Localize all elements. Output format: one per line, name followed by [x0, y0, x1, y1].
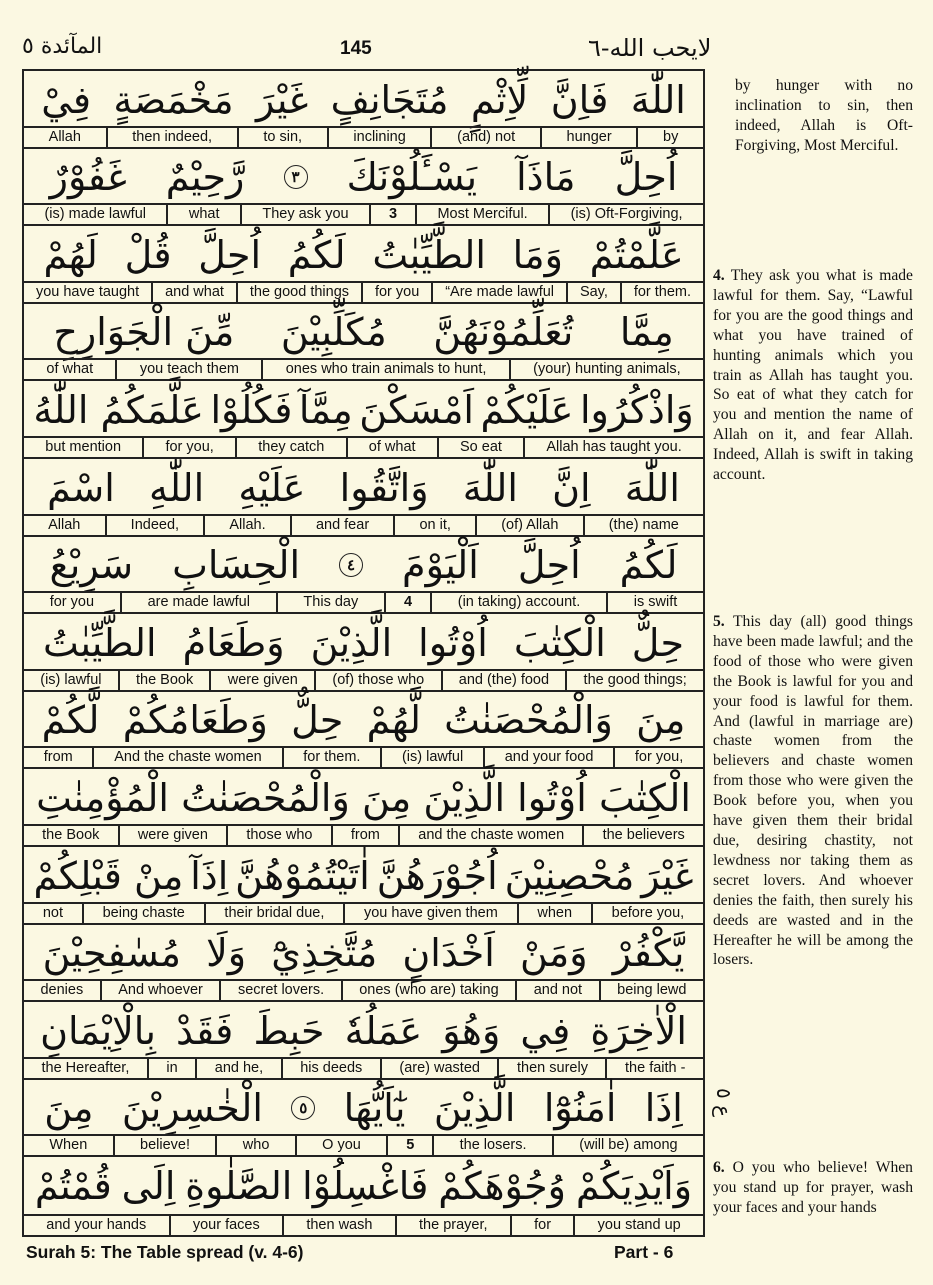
arabic-word: وَاَيْدِيَكُمْ — [575, 1163, 693, 1208]
english-gloss-cell: the Book — [118, 671, 210, 690]
arabic-word: اِنَّ — [552, 465, 591, 510]
arabic-word: عَلَيْكُمْ — [480, 387, 574, 432]
english-gloss-cell: for you, — [142, 438, 235, 457]
ayah-number-marker: ٤ — [339, 553, 363, 577]
english-gloss-cell: for — [510, 1216, 574, 1235]
english-gloss-cell: you teach them — [115, 360, 261, 379]
verse-row — [24, 1002, 703, 1080]
verse-number: 5. — [713, 613, 725, 630]
translation-paragraph — [713, 76, 913, 156]
arabic-word: غَيْرَ — [641, 853, 694, 898]
arabic-word: مَاذَآ — [516, 155, 576, 200]
english-gloss-cell: the good things; — [565, 671, 703, 690]
english-gloss-cell: not — [42, 904, 63, 921]
english-gloss-cell: before you, — [591, 904, 703, 923]
arabic-line — [24, 226, 703, 283]
english-gloss-cell: by — [636, 128, 703, 147]
verse-row — [24, 614, 703, 692]
arabic-word: وُجُوْهَكُمْ — [438, 1163, 567, 1208]
ayah-number-cell: 4 — [384, 593, 430, 612]
arabic-word: وَطَعَامُكُمْ — [122, 698, 268, 743]
english-gloss-cell: So eat — [437, 438, 523, 457]
footer-part: Part - 6 — [614, 1242, 674, 1262]
arabic-word: وَهُوَ — [442, 1008, 501, 1053]
arabic-word: اللّٰهَ — [630, 77, 686, 122]
english-gloss-cell: were given — [209, 671, 314, 690]
verse-row — [24, 459, 703, 537]
english-gloss-line — [24, 902, 703, 923]
english-gloss-cell: were given — [118, 826, 227, 845]
english-gloss-cell: and your hands — [46, 1216, 147, 1233]
arabic-word: لَكُمُ — [619, 543, 678, 588]
arabic-word: وَاذْكُرُوا — [579, 387, 694, 432]
english-gloss-cell: what — [166, 205, 240, 224]
translation-paragraph — [713, 1158, 913, 1218]
english-gloss-line — [24, 1214, 703, 1235]
english-gloss-cell: This day — [276, 593, 384, 612]
english-gloss-cell: and the chaste women — [398, 826, 582, 845]
english-gloss-cell: (and) not — [430, 128, 539, 147]
english-gloss-cell: the Book — [42, 826, 100, 843]
english-gloss-cell: When — [49, 1137, 88, 1154]
arabic-word: اٰمَنُوْٓا — [543, 1086, 617, 1131]
arabic-word: مِمَّا — [619, 310, 674, 355]
english-gloss-line — [24, 436, 703, 457]
arabic-word: وَاتَّقُوا — [339, 465, 429, 510]
arabic-word: قُلْ — [124, 232, 172, 277]
word-by-word-grid — [22, 69, 705, 1237]
english-gloss-cell: (of) those who — [314, 671, 440, 690]
english-gloss-cell: then indeed, — [106, 128, 237, 147]
arabic-line — [24, 847, 703, 904]
english-gloss-cell: and your food — [483, 748, 613, 767]
english-gloss-cell: on it, — [393, 516, 475, 535]
arabic-word: لَهُمْ — [43, 232, 98, 277]
english-gloss-cell: are made lawful — [120, 593, 276, 612]
english-gloss-cell: They ask you — [240, 205, 369, 224]
arabic-word: وَمَنْ — [519, 931, 588, 976]
english-gloss-cell: Indeed, — [105, 516, 204, 535]
translation-paragraph — [713, 612, 913, 970]
arabic-word: قُمْتُمْ — [34, 1163, 112, 1208]
translation-text: by hunger with no inclination to sin, then indeed, Allah is Oft-Forgiving, Most Merciful. — [735, 77, 913, 154]
english-gloss-cell: for them. — [282, 748, 381, 767]
arabic-word: وَمَا — [512, 232, 563, 277]
ruku-marker: ع ٥ — [712, 1088, 736, 1118]
english-gloss-cell: the believers — [582, 826, 703, 845]
english-gloss-cell: the good things — [236, 283, 361, 302]
english-gloss-cell: Allah — [48, 128, 81, 145]
english-gloss-cell: then surely — [497, 1059, 605, 1078]
arabic-line — [24, 692, 703, 749]
english-gloss-cell: the prayer, — [395, 1216, 510, 1235]
english-gloss-cell: those who — [226, 826, 331, 845]
arabic-word: عَلَّمَكُمُ اللّٰهُ — [33, 387, 204, 432]
english-gloss-cell: their bridal due, — [204, 904, 344, 923]
arabic-word: اَخْدَانٍ — [402, 931, 495, 976]
arabic-word: وَالْمُحْصَنٰتُ — [181, 775, 350, 820]
english-gloss-cell: (is) Oft-Forgiving, — [548, 205, 703, 224]
verse-row — [24, 149, 703, 227]
arabic-line — [24, 1002, 703, 1059]
arabic-word: مُسٰفِحِيْنَ — [42, 931, 182, 976]
verse-number: 4. — [713, 267, 725, 284]
surah-name-arabic: المآئدة ٥ — [22, 34, 103, 59]
english-gloss-cell: when — [517, 904, 591, 923]
arabic-word: الطَّيِّبٰتُ — [372, 232, 486, 277]
english-gloss-cell: of what — [346, 438, 437, 457]
english-gloss-cell: and (the) food — [441, 671, 566, 690]
english-gloss-line — [24, 979, 703, 1000]
english-gloss-cell: being chaste — [82, 904, 204, 923]
english-gloss-cell: (in taking) account. — [430, 593, 606, 612]
arabic-word: مِنَ — [44, 1086, 94, 1131]
arabic-line — [24, 304, 703, 361]
arabic-word: اِذَا — [644, 1086, 683, 1131]
arabic-word: تُعَلِّمُوْنَهُنَّ — [433, 310, 574, 355]
arabic-word: فَاغْسِلُوْا — [302, 1163, 429, 1208]
arabic-word: الَّذِيْنَ — [433, 1086, 516, 1131]
arabic-word: مَخْمَصَةٍ — [113, 77, 234, 122]
english-gloss-line — [24, 669, 703, 690]
arabic-word: فَقَدْ — [176, 1008, 234, 1053]
english-gloss-cell: and he, — [195, 1059, 280, 1078]
arabic-line — [24, 925, 703, 982]
arabic-word: مِنَ — [636, 698, 686, 743]
arabic-word: اِلَى — [121, 1163, 176, 1208]
english-gloss-cell: “Are made lawful — [431, 283, 566, 302]
arabic-word: فَكُلُوْا — [210, 387, 293, 432]
arabic-word: يَّكْفُرْ — [612, 931, 685, 976]
verse-row — [24, 381, 703, 459]
arabic-line — [24, 1080, 703, 1137]
arabic-line — [24, 459, 703, 516]
english-gloss-cell: from — [331, 826, 398, 845]
verse-row — [24, 692, 703, 770]
translation-text: O you who believe! When you stand up for prayer, wash your faces and your hands — [713, 1159, 913, 1216]
english-gloss-cell: (your) hunting animals, — [509, 360, 703, 379]
arabic-word: اُحِلَّ — [198, 232, 262, 277]
english-gloss-line — [24, 514, 703, 535]
english-gloss-cell: for you, — [613, 748, 703, 767]
english-gloss-cell: Allah has taught you. — [523, 438, 703, 457]
english-gloss-line — [24, 281, 703, 302]
arabic-word: غَيْرَ — [255, 77, 309, 122]
arabic-word: يٰٓاَيُّهَا — [343, 1086, 406, 1131]
arabic-word: الْحِسَابِ — [172, 543, 301, 588]
english-gloss-cell: of what — [46, 361, 94, 378]
arabic-word: مِنْ قَبْلِكُمْ — [33, 853, 184, 898]
arabic-word: الْاٰخِرَةِ — [590, 1008, 687, 1053]
english-gloss-cell: secret lovers. — [219, 981, 340, 1000]
arabic-word: اُجُوْرَهُنَّ — [376, 853, 498, 898]
english-gloss-cell: denies — [40, 982, 84, 999]
arabic-word: عَمَلُهٗ — [344, 1008, 423, 1053]
arabic-word: اللّٰهَ — [462, 465, 518, 510]
english-gloss-cell: And whoever — [100, 981, 220, 1000]
arabic-word: الَّذِيْنَ — [310, 620, 393, 665]
english-gloss-cell: hunger — [540, 128, 636, 147]
arabic-word: اللّٰهِ — [149, 465, 205, 510]
arabic-word: مِنَ — [361, 775, 412, 820]
verse-row — [24, 1080, 703, 1158]
arabic-word: اسْمَ — [47, 465, 115, 510]
verse-row — [24, 925, 703, 1003]
arabic-word: اَمْسَكْنَ — [359, 387, 474, 432]
arabic-word: مِمَّآ — [298, 387, 353, 432]
arabic-line — [24, 537, 703, 594]
arabic-word: الْمُؤْمِنٰتِ — [36, 775, 169, 820]
verse-row — [24, 226, 703, 304]
english-gloss-line — [24, 358, 703, 379]
english-gloss-cell: being lewd — [599, 981, 703, 1000]
verse-row — [24, 1157, 703, 1235]
english-gloss-cell: (the) name — [583, 516, 703, 535]
english-gloss-cell: and what — [151, 283, 236, 302]
arabic-line — [24, 614, 703, 671]
arabic-word: لَّهُمْ — [366, 698, 421, 743]
ayah-number-cell: 5 — [386, 1136, 432, 1155]
arabic-word: عَلَيْهِ — [238, 465, 306, 510]
english-gloss-cell: for you — [361, 283, 431, 302]
arabic-word: فِيْ — [41, 77, 92, 122]
arabic-word: مِّنَ الْجَوَارِحِ — [53, 310, 235, 355]
arabic-word: حَبِطَ — [253, 1008, 325, 1053]
verse-row — [24, 537, 703, 615]
arabic-word: الْخٰسِرِيْنَ — [121, 1086, 263, 1131]
english-gloss-cell: Say, — [566, 283, 620, 302]
arabic-word: اُوْتُوا — [418, 620, 488, 665]
arabic-word: الَّذِيْنَ — [423, 775, 506, 820]
english-gloss-cell: ones who train animals to hunt, — [261, 360, 508, 379]
arabic-line — [24, 71, 703, 128]
arabic-word: اِذَآ — [190, 853, 229, 898]
ayah-number-cell: 3 — [369, 205, 415, 224]
english-gloss-line — [24, 203, 703, 224]
english-gloss-cell: (will be) among — [552, 1136, 703, 1155]
english-gloss-cell: (are) wasted — [380, 1059, 498, 1078]
english-gloss-cell: the Hereafter, — [41, 1059, 130, 1076]
verse-number: 6. — [713, 1159, 725, 1176]
english-gloss-line — [24, 746, 703, 767]
arabic-word: لَكُمُ — [287, 232, 346, 277]
english-gloss-line — [24, 824, 703, 845]
english-gloss-cell: you stand up — [573, 1216, 703, 1235]
arabic-word: حِلٌّ — [291, 698, 344, 743]
juz-name-arabic: لايحب الله-٦ — [588, 34, 712, 62]
arabic-word: اٰتَيْتُمُوْهُنَّ — [235, 853, 370, 898]
arabic-word: بِالْاِيْمَانِ — [40, 1008, 156, 1053]
english-gloss-cell: you have given them — [343, 904, 516, 923]
footer-surah: Surah 5: The Table spread (v. 4-6) — [26, 1242, 304, 1262]
english-gloss-cell: believe! — [113, 1136, 216, 1155]
english-gloss-cell: Most Merciful. — [415, 205, 548, 224]
english-gloss-cell: the faith - — [605, 1059, 703, 1078]
arabic-word: لِّاِثْمٍ — [470, 77, 529, 122]
ayah-number-marker: ٥ — [291, 1096, 315, 1120]
verse-row — [24, 847, 703, 925]
english-gloss-cell: they catch — [235, 438, 346, 457]
verse-row — [24, 304, 703, 382]
translation-text: They ask you what is made lawful for them. Say, “Lawful for you are the good things and what you have trained of hunting animals which you train as Allah has taught you. So eat of what they catch for you and mention the name of Allah on it, and fear Allah. Indeed, Allah is swift in taking account. — [713, 267, 913, 484]
english-gloss-line — [24, 1134, 703, 1155]
arabic-word: غَفُوْرٌ — [49, 155, 127, 200]
arabic-word: اُحِلَّ — [517, 543, 581, 588]
english-gloss-cell: and fear — [290, 516, 394, 535]
verse-row — [24, 71, 703, 149]
english-gloss-cell: (of) Allah — [475, 516, 583, 535]
english-gloss-line — [24, 591, 703, 612]
english-gloss-cell: then wash — [282, 1216, 395, 1235]
english-gloss-cell: your faces — [169, 1216, 283, 1235]
verse-row — [24, 769, 703, 847]
english-gloss-cell: and not — [515, 981, 598, 1000]
arabic-word: سَرِيْعُ — [49, 543, 134, 588]
arabic-word: اَلْيَوْمَ — [402, 543, 479, 588]
english-gloss-cell: (is) lawful — [40, 671, 102, 688]
arabic-word: وَلَا — [206, 931, 247, 976]
english-gloss-cell: inclining — [327, 128, 431, 147]
english-gloss-cell: for you — [49, 594, 95, 611]
arabic-word: مُتَجَانِفٍ — [330, 77, 449, 122]
arabic-word: وَطَعَامُ — [182, 620, 285, 665]
arabic-word: فَاِنَّ — [550, 77, 609, 122]
english-gloss-line — [24, 1057, 703, 1078]
arabic-word: الصَّلٰوةِ — [185, 1163, 293, 1208]
translation-paragraph — [713, 266, 913, 485]
translation-text: This day (all) good things have been made lawful; and the food of those who were given the Book is lawful for you and your food is lawful for them. And (lawful in marriage are) chaste women from the believers and chaste women from those who were given the Book before you, when you have given them their bridal due, desiring chastity, not lewdness nor taking them as secret lovers. And whoever denies the faith, then surely his deeds are wasted and in the Hereafter he will be among the losers. — [713, 613, 913, 969]
page-number: 145 — [340, 38, 372, 59]
english-gloss-line — [24, 126, 703, 147]
english-gloss-cell: for them. — [620, 283, 703, 302]
arabic-word: مُحْصِنِيْنَ — [504, 853, 635, 898]
arabic-line — [24, 149, 703, 206]
arabic-word: اُحِلَّ — [614, 155, 678, 200]
arabic-word: فِي — [520, 1008, 571, 1053]
arabic-word: رَّحِيْمٌ — [165, 155, 245, 200]
english-gloss-cell: O you — [295, 1136, 386, 1155]
arabic-line — [24, 1157, 703, 1214]
english-gloss-cell: ones (who are) taking — [341, 981, 515, 1000]
english-gloss-cell: And the chaste women — [92, 748, 281, 767]
arabic-line — [24, 381, 703, 438]
english-gloss-cell: to sin, — [237, 128, 327, 147]
arabic-word: لَّكُمْ — [41, 698, 100, 743]
english-gloss-cell: Allah — [48, 516, 81, 533]
arabic-word: الطَّيِّبٰتُ — [43, 620, 157, 665]
arabic-word: عَلَّمْتُمْ — [589, 232, 684, 277]
english-gloss-cell: (is) lawful — [380, 748, 483, 767]
english-gloss-cell: his deeds — [281, 1059, 380, 1078]
english-gloss-cell: you have taught — [35, 283, 140, 300]
english-gloss-cell: is swift — [606, 593, 703, 612]
english-gloss-cell: in — [147, 1059, 195, 1078]
arabic-word: الْكِتٰبَ — [599, 775, 691, 820]
arabic-word: اللّٰهَ — [624, 465, 680, 510]
arabic-word: مُتَّخِذِيْٓ — [271, 931, 378, 976]
arabic-word: مُكَلِّبِيْنَ — [280, 310, 387, 355]
english-gloss-cell: from — [43, 749, 73, 766]
arabic-word: حِلٌّ — [631, 620, 685, 665]
english-gloss-cell: (is) made lawful — [44, 206, 146, 223]
arabic-word: وَالْمُحْصَنٰتُ — [444, 698, 613, 743]
arabic-word: الْكِتٰبَ — [513, 620, 606, 665]
english-gloss-cell: the losers. — [432, 1136, 552, 1155]
arabic-word: يَسْـَٔلُوْنَكَ — [346, 155, 478, 200]
page-header — [0, 0, 933, 68]
english-gloss-cell: Allah. — [203, 516, 290, 535]
english-gloss-cell: who — [215, 1136, 294, 1155]
arabic-line — [24, 769, 703, 826]
arabic-word: اُوْتُوا — [517, 775, 587, 820]
ayah-number-marker: ٣ — [284, 165, 308, 189]
english-gloss-cell: but mention — [45, 438, 122, 455]
